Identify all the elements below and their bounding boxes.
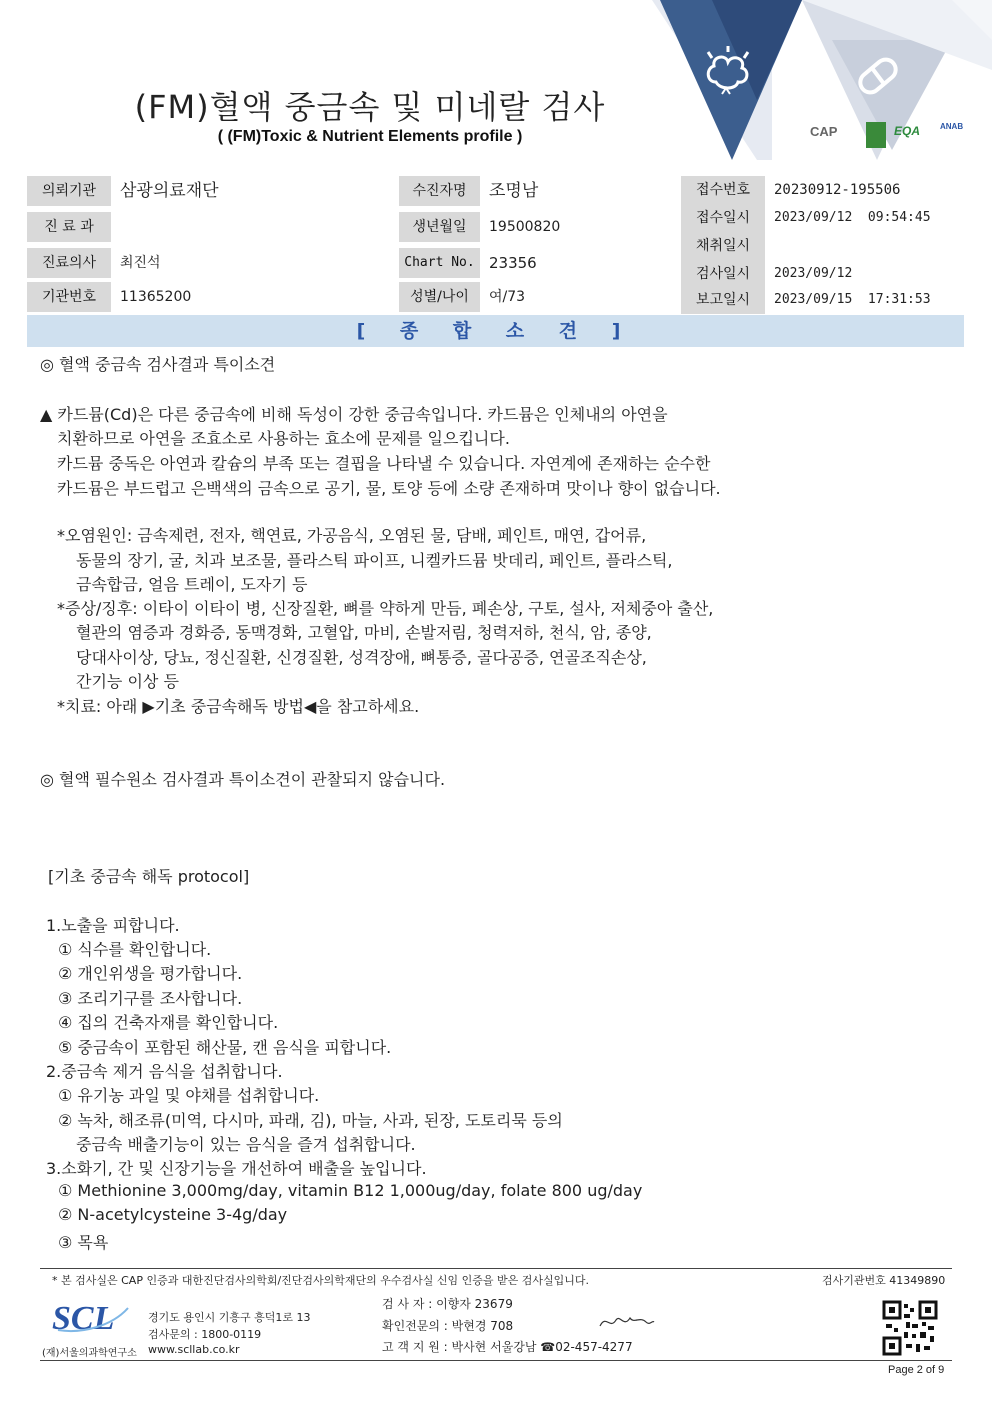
label-report-time: 보고일시 — [681, 286, 766, 314]
value-collection-time — [766, 232, 964, 260]
text-line: ④ 집의 건축자재를 확인합니다. — [58, 1013, 279, 1032]
finding-heading: ◎ 혈액 중금속 검사결과 특이소견 — [40, 355, 276, 374]
report-subtitle: ( (FM)Toxic & Nutrient Elements profile ) — [217, 128, 523, 145]
label-collection-time: 채취일시 — [681, 232, 766, 260]
value-receipt-no: 20230912-195506 — [766, 176, 964, 204]
value-receipt-time: 2023/09/12 09:54:45 — [766, 204, 964, 232]
label-chart-no: Chart No. — [399, 248, 481, 278]
section-title: [ 종 합 소 견 ] — [27, 315, 964, 347]
text-line: *증상/징후: 이타이 이타이 병, 신장질환, 뼈를 약하게 만듬, 폐손상, 구토, 설사, 저체중아 출산, — [57, 599, 714, 618]
text-line: 2.중금속 제거 음식을 섭취합니다. — [46, 1062, 283, 1081]
value-institution-no: 11365200 — [112, 282, 399, 312]
text-line: ▲ 카드뮴(Cd)은 다른 중금속에 비해 독성이 강한 중금속입니다. 카드뮴은 인체내의 아연을 — [40, 405, 668, 424]
eqa-logo: EQA — [894, 124, 921, 138]
info-row — [27, 212, 676, 242]
signature — [596, 1310, 656, 1334]
text-line: ② N-acetylcysteine 3-4g/day — [58, 1205, 288, 1224]
text-line: ① 유기농 과일 및 야채를 섭취합니다. — [58, 1086, 320, 1105]
cap-logo: CAP — [810, 124, 838, 139]
customer-support: 고 객 지 원 : 박사현 서울강남 ☎02-457-4277 — [382, 1340, 633, 1354]
pill-icon — [850, 48, 906, 104]
text-line: 카드뮴 중독은 아연과 칼슘의 부족 또는 결핍을 나타낼 수 있습니다. 자연계에 존재하는 순수한 — [57, 454, 711, 473]
anab-logo: ANAB — [940, 122, 964, 131]
lm-logo — [866, 122, 886, 148]
text-line: ⑤ 중금속이 포함된 해산물, 캔 음식을 피합니다. — [58, 1038, 392, 1057]
value-doctor: 최진석 — [112, 248, 399, 278]
text-line: 3.소화기, 간 및 신장기능을 개선하여 배출을 높입니다. — [46, 1159, 427, 1178]
text-line: ③ 목욕 — [58, 1233, 109, 1252]
text-line: 간기능 이상 등 — [76, 672, 179, 691]
value-department — [112, 212, 399, 242]
label-doctor: 진료의사 — [27, 248, 112, 278]
value-report-time: 2023/09/15 17:31:53 — [766, 286, 964, 314]
info-row — [681, 204, 964, 232]
text-line: ② 녹차, 해조류(미역, 다시마, 파래, 김), 마늘, 사과, 된장, 도토리묵 등의 — [58, 1111, 563, 1130]
label-department: 진 료 과 — [27, 212, 112, 242]
page-number: Page 2 of 9 — [888, 1364, 945, 1376]
text-line: 당대사이상, 당뇨, 정신질환, 신경질환, 성격장애, 뼈통증, 골다공증, 연골조직손상, — [76, 648, 647, 667]
info-row — [27, 176, 676, 206]
phone: 검사문의 : 1800-0119 — [148, 1328, 262, 1341]
text-line: 1.노출을 피합니다. — [46, 916, 180, 935]
protocol-heading: [기초 중금속 해독 protocol] — [48, 867, 250, 886]
text-line: 금속합금, 얼음 트레이, 도자기 등 — [76, 575, 308, 594]
footer-divider — [40, 1268, 952, 1269]
value-sex-age: 여/73 — [481, 282, 676, 312]
info-row — [27, 282, 676, 312]
info-row — [27, 248, 676, 278]
text-line: 동물의 장기, 굴, 치과 보조물, 플라스틱 파이프, 니켈카드뮴 밧데리, 페인트, 플라스틱, — [76, 551, 673, 570]
value-patient-name: 조명남 — [481, 176, 676, 206]
scl-logo: SCL — [52, 1300, 115, 1337]
text-line: 혈관의 염증과 경화증, 동맥경화, 고혈압, 마비, 손발저림, 청력저하, 천식, 암, 종양, — [76, 623, 652, 642]
text-line: 치환하므로 아연을 조효소로 사용하는 효소에 문제를 일으킵니다. — [57, 429, 510, 448]
report-title: (FM)혈액 중금속 및 미네랄 검사 — [134, 88, 606, 126]
text-line: ① Methionine 3,000mg/day, vitamin B12 1,000ug/day, folate 800 ug/day — [58, 1181, 643, 1200]
scl-name: (재)서울의과학연구소 — [42, 1348, 137, 1359]
label-receipt-time: 접수일시 — [681, 204, 766, 232]
text-line: *치료: 아래 ▶기초 중금속해독 방법◀을 참고하세요. — [57, 697, 420, 716]
certification-logos — [800, 122, 970, 152]
text-line: ② 개인위생을 평가합니다. — [58, 964, 243, 983]
label-institution-no: 기관번호 — [27, 282, 112, 312]
value-chart-no: 23356 — [481, 248, 676, 278]
scl-logo-swoosh — [52, 1300, 132, 1336]
address: 경기도 용인시 기흥구 흥덕1로 13 — [148, 1311, 311, 1324]
label-institution: 의뢰기관 — [27, 176, 112, 206]
text-line: ③ 조리기구를 조사합니다. — [58, 989, 243, 1008]
value-test-date: 2023/09/12 — [766, 260, 964, 288]
text-line: ① 식수를 확인합니다. — [58, 940, 212, 959]
text-line: 중금속 배출기능이 있는 음식을 즐겨 섭취합니다. — [76, 1135, 416, 1154]
label-receipt-no: 접수번호 — [681, 176, 766, 204]
specialist: 확인전문의 : 박현경 708 — [382, 1319, 514, 1333]
label-birthdate: 생년월일 — [399, 212, 481, 242]
website: www.scllab.co.kr — [148, 1343, 240, 1356]
text-line: *오염원인: 금속제련, 전자, 핵연료, 가공음식, 오염된 물, 담배, 페인트, 매연, 갑어류, — [57, 526, 647, 545]
lab-number: 검사기관번호 41349890 — [822, 1274, 946, 1287]
value-institution: 삼광의료재단 — [112, 176, 399, 206]
label-patient-name: 수진자명 — [399, 176, 481, 206]
info-row — [681, 176, 964, 204]
value-birthdate: 19500820 — [481, 212, 676, 242]
info-row — [681, 286, 964, 314]
label-sex-age: 성별/나이 — [399, 282, 481, 312]
text-line: 카드뮴은 부드럽고 은백색의 금속으로 공기, 물, 토양 등에 소량 존재하며 맛이나 향이 없습니다. — [57, 479, 721, 498]
certification-notice: * 본 검사실은 CAP 인증과 대한진단검사의학회/진단검사의학재단의 우수검사실 신임 인증을 받은 검사실입니다. — [52, 1274, 590, 1287]
brain-icon — [698, 44, 758, 104]
label-test-date: 검사일시 — [681, 260, 766, 288]
finding-heading: ◎ 혈액 필수원소 검사결과 특이소견이 관찰되지 않습니다. — [40, 770, 446, 789]
info-row — [681, 260, 964, 288]
footer-bottom-divider — [40, 1360, 952, 1361]
info-row — [681, 232, 964, 260]
qr-code-icon — [882, 1300, 938, 1356]
examiner: 검 사 자 : 이향자 23679 — [382, 1297, 513, 1311]
